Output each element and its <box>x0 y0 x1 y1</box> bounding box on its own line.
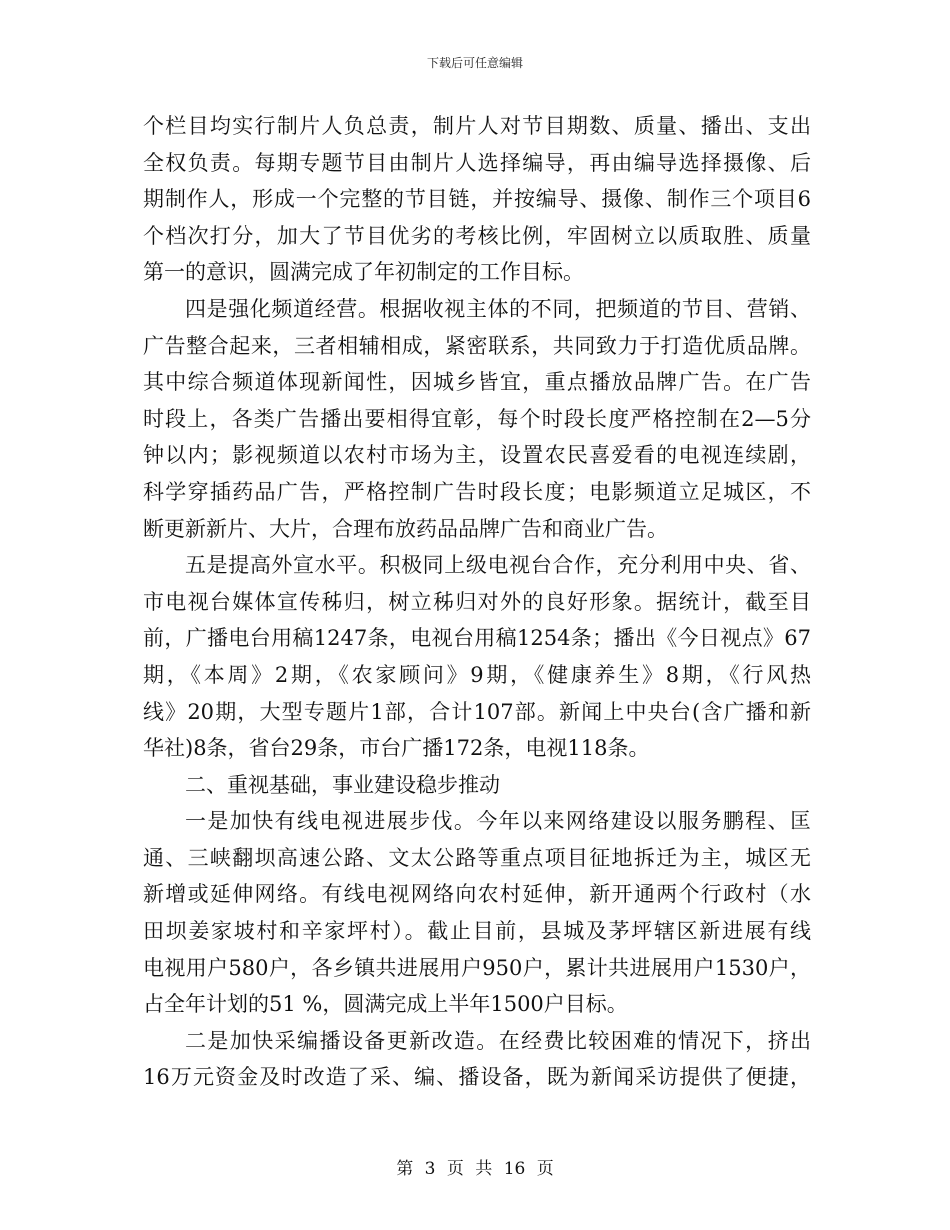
body-text-line: 占全年计划的51 %，圆满完成上半年1500户目标。 <box>143 992 628 1017</box>
body-text-line: 电视用户580户，各乡镇共进展用户950户，累计共进展用户1530户， <box>143 955 811 980</box>
body-text-line: 全权负责。每期专题节目由制片人选择编导，再由编导选择摄像、后 <box>143 150 811 175</box>
body-text-line: 期，《本周》2期，《农家顾问》9期，《健康养生》8期，《行风热 <box>143 662 811 687</box>
body-text-line: 通、三峡翻坝高速公路、文太公路等重点项目征地拆迁为主，城区无 <box>143 845 811 870</box>
body-text-line: 前，广播电台用稿1247条，电视台用稿1254条；播出《今日视点》67 <box>143 626 811 651</box>
page-header: 下载后可任意编辑 <box>426 56 523 70</box>
page-footer: 第 3 页 共 16 页 <box>396 1159 554 1179</box>
body-text-line: 16万元资金及时改造了采、编、播设备，既为新闻采访提供了便捷， <box>143 1065 811 1090</box>
body-text-line: 时段上，各类广告播出要相得宜彰，每个时段长度严格控制在2—5分 <box>143 406 811 431</box>
document-body <box>143 108 811 1096</box>
body-text-line: 其中综合频道体现新闻性，因城乡皆宜，重点播放品牌广告。在广告 <box>143 370 811 395</box>
body-text-line: 四是强化频道经营。根据收视主体的不同，把频道的节目、营销、 <box>185 296 811 321</box>
body-text-line: 一是加快有线电视进展步伐。今年以来网络建设以服务鹏程、匡 <box>185 809 811 834</box>
body-text-line: 个栏目均实行制片人负总责，制片人对节目期数、质量、播出、支出 <box>143 114 811 138</box>
body-text-line: 线》20期，大型专题片1部，合计107部。新闻上中央台(含广播和新 <box>143 699 811 724</box>
body-text-line: 田坝姜家坡村和辛家坪村）。截止目前，县城及茅坪辖区新进展有线 <box>143 919 811 944</box>
body-text-line: 新增或延伸网络。有线电视网络向农村延伸，新开通两个行政村（水 <box>143 882 811 907</box>
body-text-line: 二是加快采编播设备更新改造。在经费比较困难的情况下，挤出 <box>185 1028 811 1053</box>
body-text-line: 钟以内；影视频道以农村市场为主，设置农民喜爱看的电视连续剧， <box>143 443 811 468</box>
body-text-line: 二、重视基础，事业建设稳步推动 <box>185 772 500 797</box>
body-text-line: 第一的意识，圆满完成了年初制定的工作目标。 <box>143 260 584 285</box>
body-text-line: 期制作人，形成一个完整的节目链，并按编导、摄像、制作三个项目6 <box>143 187 811 212</box>
body-text-line: 广告整合起来，三者相辅相成，紧密联系，共同致力于打造优质品牌。 <box>143 333 811 358</box>
body-text-line: 五是提高外宣水平。积极同上级电视台合作，充分利用中央、省、 <box>185 553 811 578</box>
body-text-line: 个档次打分，加大了节目优劣的考核比例，牢固树立以质取胜、质量 <box>143 223 811 248</box>
body-text-line: 华社)8条，省台29条，市台广播172条，电视118条。 <box>143 736 650 761</box>
body-text-line: 市电视台媒体宣传秭归，树立秭归对外的良好形象。据统计，截至目 <box>143 589 811 614</box>
body-text-line: 断更新新片、大片，合理布放药品品牌广告和商业广告。 <box>143 516 668 541</box>
body-text-line: 科学穿插药品广告，严格控制广告时段长度；电影频道立足城区，不 <box>143 479 811 504</box>
